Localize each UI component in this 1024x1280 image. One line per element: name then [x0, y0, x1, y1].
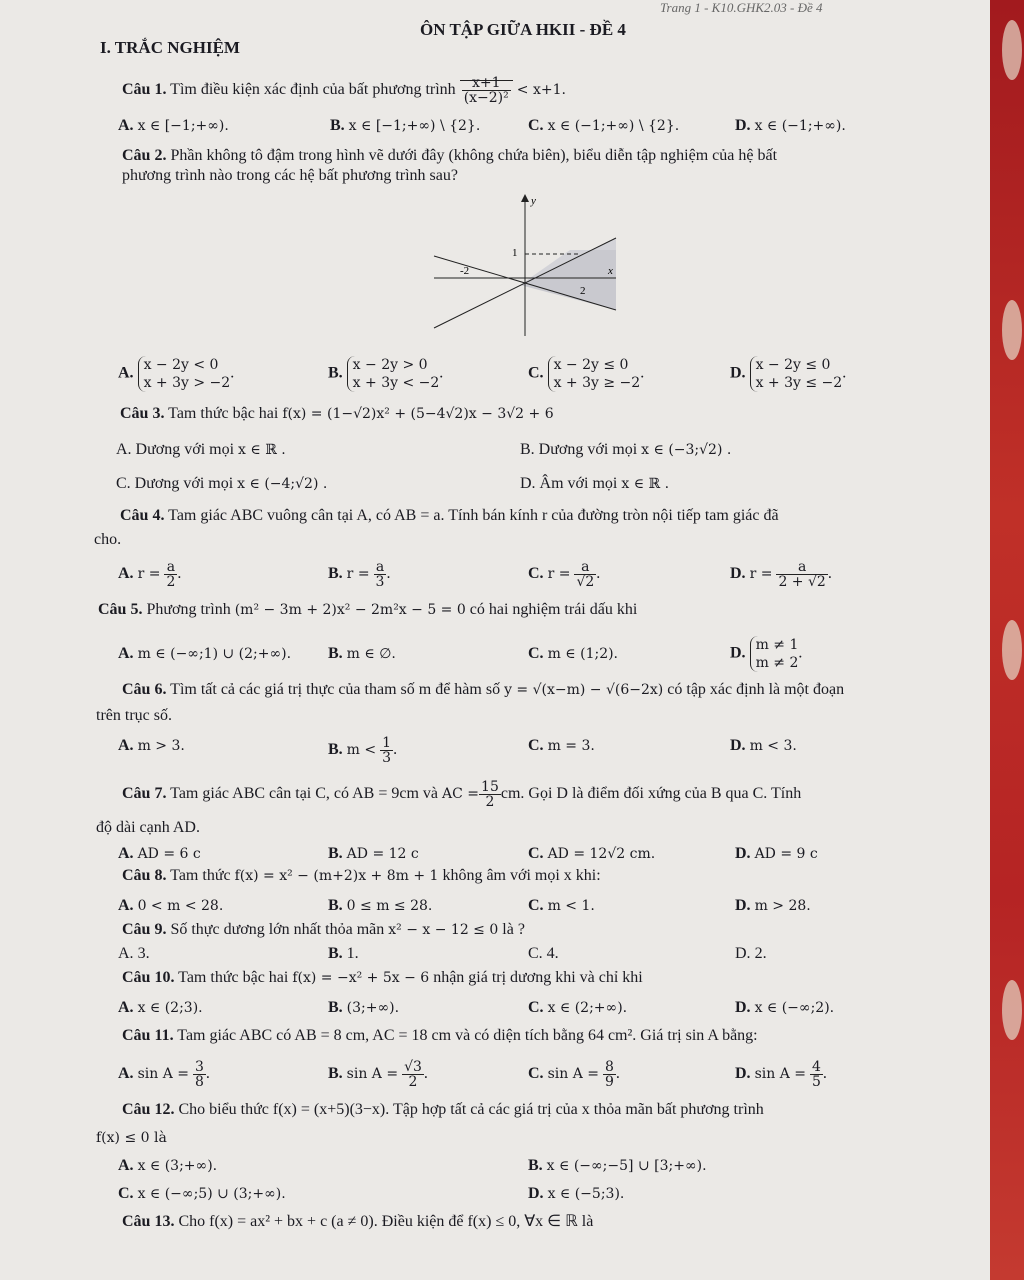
q8-option-d[interactable]: D. m > 28.: [735, 897, 811, 914]
q8-option-c[interactable]: C. m < 1.: [528, 897, 595, 914]
question-7-line2: độ dài cạnh AD.: [96, 819, 200, 836]
q11-option-c[interactable]: C. sin A = $\frac{8}{9}$ .: [528, 1059, 620, 1090]
q12-option-d[interactable]: D. x ∈ (−5;3).: [528, 1185, 625, 1202]
q3-option-d[interactable]: D. Âm với mọi x ∈ ℝ .: [520, 475, 670, 492]
sqrt-expression: $\frac{x+1}{\text{(x−2)²}}$: [460, 80, 513, 98]
tick-minus-2: -2: [460, 265, 470, 277]
question-10: Câu 10. Tam thức bậc hai f(x) = −x² + 5x − 6 nhận giá trị dương khi và chỉ khi: [122, 969, 643, 986]
q2-option-d[interactable]: D. x − 2y ≤ 0 x + 3y ≤ −2.: [730, 357, 847, 391]
tick-1: 1: [512, 247, 518, 259]
q3-option-b[interactable]: B. Dương với mọi x ∈ (−3;√2) .: [520, 441, 732, 458]
question-6-line2: trên trục số.: [96, 707, 172, 724]
q1-option-d[interactable]: D. x ∈ (−1;+∞).: [735, 117, 846, 134]
question-6: Câu 6. Tìm tất cả các giá trị thực của tham số m để hàm số y = √(x−m) − √(6−2x) có tập xác định là một đoạn: [122, 681, 845, 698]
q11-option-b[interactable]: B. sin A = $\frac{√3}{2}$ .: [328, 1059, 428, 1090]
q9-option-a[interactable]: A. 3.: [118, 945, 150, 962]
background-cloth: [990, 0, 1024, 1280]
q2-figure: [430, 190, 620, 340]
q6-option-b[interactable]: B. m < $\frac{1}{3}$ .: [328, 735, 398, 766]
q5-option-b[interactable]: B. m ∈ ∅.: [328, 645, 396, 662]
tick-2: 2: [580, 285, 586, 297]
exam-title: ÔN TẬP GIỮA HKII - ĐỀ 4: [420, 20, 626, 39]
q11-option-d[interactable]: D. sin A = $\frac{4}{5}$ .: [735, 1059, 827, 1090]
q5-option-a[interactable]: A. m ∈ (−∞;1) ∪ (2;+∞).: [118, 645, 292, 662]
q1-option-b[interactable]: B. x ∈ [−1;+∞) \ {2}.: [330, 117, 481, 134]
q7-option-c[interactable]: C. AD = 12√2 cm.: [528, 845, 656, 862]
question-12: Câu 12. Cho biểu thức f(x) = (x+5)(3−x). Tập hợp tất cả các giá trị của x thỏa mãn bất phương trình: [122, 1101, 764, 1118]
q10-option-a[interactable]: A. x ∈ (2;3).: [118, 999, 203, 1016]
q4-option-a[interactable]: A. r = $\frac{a}{2}$ .: [118, 559, 182, 590]
q4-option-d[interactable]: D. r = $\frac{a}{2 + √2}$ .: [730, 559, 832, 590]
q8-option-a[interactable]: A. 0 < m < 28.: [118, 897, 224, 914]
y-arrow: [521, 194, 529, 202]
q12-option-c[interactable]: C. x ∈ (−∞;5) ∪ (3;+∞).: [118, 1185, 286, 1202]
q7-option-a[interactable]: A. AD = 6 c: [118, 845, 201, 862]
q10-option-b[interactable]: B. (3;+∞).: [328, 999, 400, 1016]
question-4-line2: cho.: [94, 531, 122, 548]
q3-option-c[interactable]: C. Dương với mọi x ∈ (−4;√2) .: [116, 475, 328, 492]
q9-option-b[interactable]: B. 1.: [328, 945, 359, 962]
x-label: x: [608, 265, 613, 277]
q12-option-a[interactable]: A. x ∈ (3;+∞).: [118, 1157, 218, 1174]
q3-option-a[interactable]: A. Dương với mọi x ∈ ℝ .: [116, 441, 286, 458]
q7-option-b[interactable]: B. AD = 12 c: [328, 845, 419, 862]
q4-option-c[interactable]: C. r = $\frac{a}{√2}$ .: [528, 559, 601, 590]
question-12-line2: f(x) ≤ 0 là: [96, 1130, 167, 1146]
q9-option-c[interactable]: C. 4.: [528, 945, 559, 962]
q2-option-a[interactable]: A. x − 2y < 0 x + 3y > −2.: [118, 357, 235, 391]
q10-option-c[interactable]: C. x ∈ (2;+∞).: [528, 999, 628, 1016]
question-3: Câu 3. Tam thức bậc hai f(x) = (1−√2)x² + (5−4√2)x − 3√2 + 6: [120, 405, 554, 422]
section-title: I. TRẮC NGHIỆM: [100, 38, 240, 57]
q6-option-c[interactable]: C. m = 3.: [528, 737, 595, 754]
question-13: Câu 13. Cho f(x) = ax² + bx + c (a ≠ 0). Điều kiện để f(x) ≤ 0, ∀x ∈ ℝ là: [122, 1213, 594, 1230]
y-label: y: [531, 195, 536, 207]
q10-option-d[interactable]: D. x ∈ (−∞;2).: [735, 999, 835, 1016]
q1-option-a[interactable]: A. x ∈ [−1;+∞).: [118, 117, 229, 134]
question-5: Câu 5. Phương trình (m² − 3m + 2)x² − 2m²x − 5 = 0 có hai nghiệm trái dấu khi: [98, 601, 638, 618]
q7-option-d[interactable]: D. AD = 9 c: [735, 845, 818, 862]
question-4: Câu 4. Tam giác ABC vuông cân tại A, có AB = a. Tính bán kính r của đường tròn nội tiếp tam giác đã: [120, 507, 779, 524]
question-1: Câu 1. Tìm điều kiện xác định của bất phương trình $\frac{x+1}{\text{(x−2)²}}$ < x+1.: [122, 75, 566, 106]
question-7: Câu 7. Tam giác ABC cân tại C, có AB = 9cm và AC = $\frac{15}{2}$ cm. Gọi D là điểm đối xứng của B qua C. Tính: [122, 779, 802, 810]
q2-option-b[interactable]: B. x − 2y > 0 x + 3y < −2.: [328, 357, 444, 391]
question-11: Câu 11. Tam giác ABC có AB = 8 cm, AC = 18 cm và có diện tích bằng 64 cm². Giá trị sin A bằng:: [122, 1027, 758, 1044]
q11-option-a[interactable]: A. sin A = $\frac{3}{8}$ .: [118, 1059, 210, 1090]
q5-option-c[interactable]: C. m ∈ (1;2).: [528, 645, 619, 662]
q6-option-d[interactable]: D. m < 3.: [730, 737, 797, 754]
page-header: Trang 1 - K10.GHK2.03 - Đề 4: [660, 0, 823, 15]
q4-option-b[interactable]: B. r = $\frac{a}{3}$ .: [328, 559, 391, 590]
q2-option-c[interactable]: C. x − 2y ≤ 0 x + 3y ≥ −2.: [528, 357, 645, 391]
q6-option-a[interactable]: A. m > 3.: [118, 737, 185, 754]
question-2: Câu 2. Phần không tô đậm trong hình vẽ dưới đây (không chứa biên), biểu diễn tập nghiệm của hệ bất: [122, 147, 778, 164]
q1-option-c[interactable]: C. x ∈ (−1;+∞) \ {2}.: [528, 117, 680, 134]
q5-option-d[interactable]: D. m ≠ 1 m ≠ 2.: [730, 637, 803, 671]
q12-option-b[interactable]: B. x ∈ (−∞;−5] ∪ [3;+∞).: [528, 1157, 707, 1174]
question-9: Câu 9. Số thực dương lớn nhất thỏa mãn x² − x − 12 ≤ 0 là ?: [122, 921, 525, 938]
q9-option-d[interactable]: D. 2.: [735, 945, 767, 962]
question-8: Câu 8. Tam thức f(x) = x² − (m+2)x + 8m + 1 không âm với mọi x khi:: [122, 867, 601, 884]
question-2-line2: phương trình nào trong các hệ bất phương trình sau?: [122, 167, 458, 184]
q8-option-b[interactable]: B. 0 ≤ m ≤ 28.: [328, 897, 433, 914]
